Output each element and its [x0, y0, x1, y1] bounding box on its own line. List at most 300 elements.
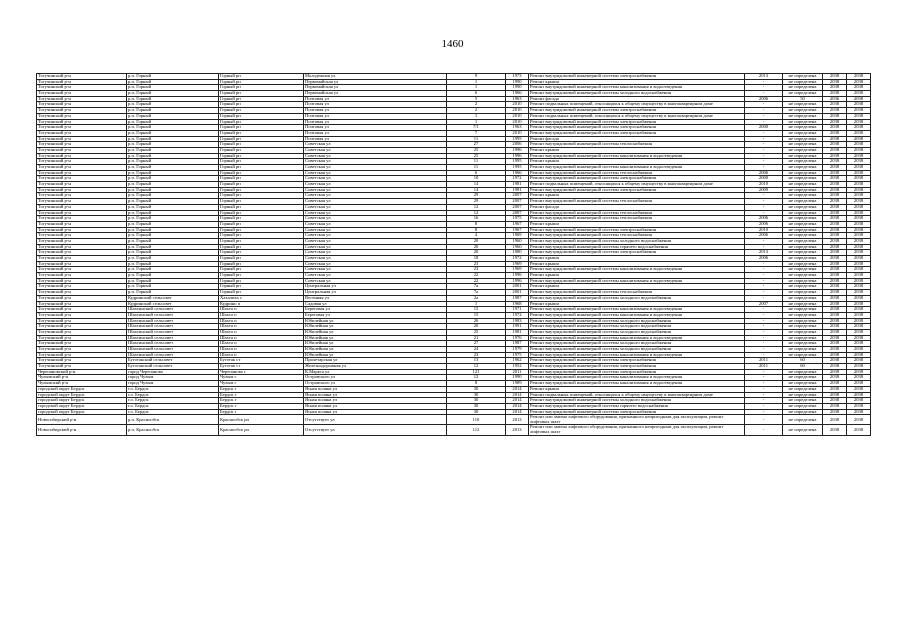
- cell-start-year: 2038: [823, 159, 847, 165]
- cell-start-year: 2038: [823, 375, 847, 381]
- cell-plan-year: -: [745, 347, 783, 353]
- cell-start-year: 2038: [823, 295, 847, 301]
- cell-year: 2014: [506, 403, 529, 409]
- cell-cost: не определена: [783, 187, 823, 193]
- cell-municipality: Бердск г: [219, 398, 304, 404]
- cell-settlement: р.п. Горный: [127, 136, 219, 142]
- cell-end-year: 2038: [847, 142, 871, 148]
- cell-house: 9: [447, 74, 506, 80]
- cell-year: 1987: [506, 341, 529, 347]
- cell-settlement: р.п. Горный: [127, 227, 219, 233]
- cell-street: Первомайская ул: [304, 91, 447, 97]
- cell-start-year: 2038: [823, 79, 847, 85]
- cell-year: 2014: [506, 386, 529, 392]
- cell-settlement: р.п. Горный: [127, 273, 219, 279]
- cell-settlement: Шахтинский сельсовет: [127, 352, 219, 358]
- cell-settlement: Шахтинский сельсовет: [127, 335, 219, 341]
- cell-settlement: р.п. Краснообск: [127, 425, 219, 435]
- cell-plan-year: -: [745, 159, 783, 165]
- cell-work: Ремонт внутридомовой инженерной системы электроснабжения: [529, 130, 745, 136]
- cell-settlement: р.п. Горный: [127, 216, 219, 222]
- cell-plan-year: 2006: [745, 216, 783, 222]
- cell-street: Первомайская ул: [304, 79, 447, 85]
- cell-year: 1995: [506, 136, 529, 142]
- cell-cost: не определена: [783, 392, 823, 398]
- cell-plan-year: -: [745, 142, 783, 148]
- cell-district: Тогучинский р-н: [37, 147, 127, 153]
- cell-work: Ремонт крыши: [529, 221, 745, 227]
- cell-municipality: Горный рп: [219, 182, 304, 188]
- cell-district: Тогучинский р-н: [37, 159, 127, 165]
- cell-end-year: 2038: [847, 324, 871, 330]
- cell-settlement: р.п. Горный: [127, 256, 219, 262]
- cell-work: Ремонт крыши: [529, 256, 745, 262]
- cell-end-year: 2038: [847, 273, 871, 279]
- cell-end-year: 2038: [847, 216, 871, 222]
- cell-street: Береговая ул: [304, 307, 447, 313]
- cell-year: 2013: [506, 425, 529, 435]
- cell-settlement: Буготакский сельсовет: [127, 358, 219, 364]
- cell-street: Центральная ул: [304, 284, 447, 290]
- cell-cost: не определена: [783, 256, 823, 262]
- cell-street: Советская ул: [304, 273, 447, 279]
- cell-plan-year: -: [745, 165, 783, 171]
- cell-end-year: 2038: [847, 358, 871, 364]
- cell-year: 2007: [506, 199, 529, 205]
- cell-settlement: р.п. Горный: [127, 284, 219, 290]
- cell-plan-year: -: [745, 108, 783, 114]
- cell-end-year: 2038: [847, 233, 871, 239]
- cell-year: 2007: [506, 193, 529, 199]
- cell-year: 1975: [506, 352, 529, 358]
- cell-house: 25: [447, 147, 506, 153]
- repair-schedule-table: [36, 73, 871, 436]
- cell-cost: не определена: [783, 170, 823, 176]
- cell-cost: 50: [783, 96, 823, 102]
- cell-house: 1: [447, 119, 506, 125]
- cell-year: 1967: [506, 227, 529, 233]
- cell-street: Ясная поляна ул: [304, 386, 447, 392]
- cell-end-year: 2038: [847, 295, 871, 301]
- cell-year: 2007: [506, 204, 529, 210]
- cell-work: Ремонт внутридомовой инженерной системы холодного водоснабжения: [529, 329, 745, 335]
- cell-settlement: р.п. Горный: [127, 278, 219, 284]
- cell-year: 1979: [506, 347, 529, 353]
- cell-work: Ремонт внутридомовой инженерной системы холодного водоснабжения: [529, 91, 745, 97]
- cell-settlement: Шахтинский сельсовет: [127, 312, 219, 318]
- cell-municipality: Бердск г: [219, 386, 304, 392]
- cell-start-year: 2038: [823, 369, 847, 375]
- cell-year: 1971: [506, 307, 529, 313]
- cell-work: Ремонт внутридомовой инженерной системы теплоснабжения: [529, 290, 745, 296]
- cell-street: Почтовая ул: [304, 130, 447, 136]
- cell-work: Ремонт фасада: [529, 204, 745, 210]
- cell-cost: не определена: [783, 142, 823, 148]
- cell-start-year: 2038: [823, 403, 847, 409]
- cell-work: Ремонт внутридомовой инженерной системы канализования и водоотведения: [529, 352, 745, 358]
- cell-cost: не определена: [783, 369, 823, 375]
- cell-year: 2010: [506, 108, 529, 114]
- cell-district: Тогучинский р-н: [37, 256, 127, 262]
- cell-street: Советская ул: [304, 193, 447, 199]
- cell-district: Тогучинский р-н: [37, 233, 127, 239]
- cell-cost: не определена: [783, 233, 823, 239]
- cell-work: Ремонт внутридомовой инженерной системы электроснабжения: [529, 369, 745, 375]
- cell-work: Ремонт подвальных помещений, относящихся к общему имуществу в многоквартирном доме: [529, 102, 745, 108]
- cell-street: Ясная поляна ул: [304, 409, 447, 415]
- cell-street: Ясная поляна ул: [304, 392, 447, 398]
- cell-plan-year: -: [745, 415, 783, 425]
- cell-municipality: Горный рп: [219, 176, 304, 182]
- cell-municipality: Горный рп: [219, 170, 304, 176]
- cell-end-year: 2038: [847, 85, 871, 91]
- cell-work: Ремонт крыши: [529, 386, 745, 392]
- cell-house: 21: [447, 335, 506, 341]
- cell-settlement: р.п. Горный: [127, 250, 219, 256]
- cell-end-year: 2038: [847, 74, 871, 80]
- cell-plan-year: 2006: [745, 221, 783, 227]
- cell-end-year: 2038: [847, 250, 871, 256]
- cell-settlement: р.п. Горный: [127, 142, 219, 148]
- cell-start-year: 2038: [823, 307, 847, 313]
- cell-year: 1983: [506, 318, 529, 324]
- cell-end-year: 2038: [847, 278, 871, 284]
- cell-cost: 60: [783, 358, 823, 364]
- cell-start-year: 2038: [823, 204, 847, 210]
- cell-work: Ремонт крыши: [529, 261, 745, 267]
- cell-house: 27: [447, 341, 506, 347]
- cell-district: Тогучинский р-н: [37, 153, 127, 159]
- cell-street: Советская ул: [304, 238, 447, 244]
- cell-district: городской округ Бердск: [37, 398, 127, 404]
- cell-end-year: 2038: [847, 392, 871, 398]
- cell-house: 4: [447, 233, 506, 239]
- cell-municipality: Горный рп: [219, 147, 304, 153]
- cell-start-year: 2038: [823, 74, 847, 80]
- cell-start-year: 2038: [823, 153, 847, 159]
- cell-settlement: р.п. Горный: [127, 204, 219, 210]
- cell-district: Тогучинский р-н: [37, 119, 127, 125]
- cell-district: Тогучинский р-н: [37, 102, 127, 108]
- cell-settlement: р.п. Горный: [127, 102, 219, 108]
- cell-start-year: 2038: [823, 102, 847, 108]
- cell-district: Тогучинский р-н: [37, 364, 127, 370]
- table-row: [37, 415, 871, 425]
- cell-work: Ремонт внутридомовой инженерной системы холодного водоснабжения: [529, 238, 745, 244]
- cell-start-year: 2038: [823, 261, 847, 267]
- cell-cost: не определена: [783, 261, 823, 267]
- cell-house: 12: [447, 375, 506, 381]
- cell-district: Тогучинский р-н: [37, 352, 127, 358]
- cell-start-year: 2038: [823, 409, 847, 415]
- cell-plan-year: 2010: [745, 182, 783, 188]
- cell-house: 29: [447, 199, 506, 205]
- cell-start-year: 2038: [823, 284, 847, 290]
- cell-municipality: Чулым г: [219, 375, 304, 381]
- cell-settlement: р.п. Горный: [127, 85, 219, 91]
- cell-district: Черепановский р-н: [37, 369, 127, 375]
- cell-work: Ремонт внутридомовой инженерной системы канализования и водоотведения: [529, 312, 745, 318]
- cell-cost: не определена: [783, 267, 823, 273]
- cell-municipality: Шахта п: [219, 312, 304, 318]
- cell-municipality: Краснообск рп: [219, 415, 304, 425]
- cell-municipality: Чулым г: [219, 381, 304, 387]
- cell-settlement: Кудринский сельсовет: [127, 295, 219, 301]
- cell-year: 2011: [506, 369, 529, 375]
- cell-municipality: Шахта п: [219, 329, 304, 335]
- cell-cost: не определена: [783, 182, 823, 188]
- cell-end-year: 2038: [847, 398, 871, 404]
- cell-district: Тогучинский р-н: [37, 136, 127, 142]
- cell-work: Ремонт внутридомовой инженерной системы электроснабжения: [529, 187, 745, 193]
- cell-plan-year: -: [745, 113, 783, 119]
- cell-house: 20: [447, 324, 506, 330]
- cell-end-year: 2038: [847, 182, 871, 188]
- cell-work: Ремонт внутридомовой инженерной системы теплоснабжения: [529, 216, 745, 222]
- cell-work: Ремонт внутридомовой инженерной системы электроснабжения: [529, 74, 745, 80]
- cell-cost: не определена: [783, 108, 823, 114]
- cell-settlement: Шахтинский сельсовет: [127, 341, 219, 347]
- cell-settlement: г.о. Бердск: [127, 386, 219, 392]
- cell-year: 1966: [506, 170, 529, 176]
- cell-year: 2014: [506, 392, 529, 398]
- cell-year: 1976: [506, 335, 529, 341]
- cell-settlement: р.п. Горный: [127, 210, 219, 216]
- cell-plan-year: -: [745, 119, 783, 125]
- cell-house: 23: [447, 267, 506, 273]
- cell-municipality: Горный рп: [219, 284, 304, 290]
- cell-district: Тогучинский р-н: [37, 193, 127, 199]
- cell-house: 23: [447, 352, 506, 358]
- cell-settlement: р.п. Горный: [127, 147, 219, 153]
- cell-start-year: 2038: [823, 381, 847, 387]
- cell-street: К.Маркса ул: [304, 369, 447, 375]
- cell-year: 2014: [506, 409, 529, 415]
- cell-start-year: 2038: [823, 267, 847, 273]
- cell-start-year: 2038: [823, 221, 847, 227]
- cell-year: 1990: [506, 85, 529, 91]
- cell-settlement: р.п. Горный: [127, 261, 219, 267]
- cell-settlement: г.о. Бердск: [127, 409, 219, 415]
- cell-year: 1962: [506, 358, 529, 364]
- cell-end-year: 2038: [847, 176, 871, 182]
- cell-cost: не определена: [783, 79, 823, 85]
- cell-year: 1975: [506, 216, 529, 222]
- cell-end-year: 2038: [847, 352, 871, 358]
- cell-plan-year: -: [745, 369, 783, 375]
- cell-district: Тогучинский р-н: [37, 273, 127, 279]
- cell-house: 1: [447, 301, 506, 307]
- cell-work: Ремонт внутридомовой инженерной системы теплоснабжения: [529, 199, 745, 205]
- cell-work: Ремонт или замена лифтового оборудования, признанного непригодным для эксплуатации, ремонт лифтовых шахт: [529, 425, 745, 435]
- cell-municipality: Горный рп: [219, 233, 304, 239]
- cell-end-year: 2038: [847, 153, 871, 159]
- cell-plan-year: 2006: [745, 96, 783, 102]
- cell-start-year: 2038: [823, 301, 847, 307]
- cell-district: Тогучинский р-н: [37, 108, 127, 114]
- cell-work: Ремонт внутридомовой инженерной системы теплоснабжения: [529, 142, 745, 148]
- cell-municipality: Горный рп: [219, 273, 304, 279]
- cell-district: Тогучинский р-н: [37, 324, 127, 330]
- cell-year: 1990: [506, 79, 529, 85]
- cell-plan-year: -: [745, 403, 783, 409]
- cell-year: 1972: [506, 256, 529, 262]
- cell-start-year: 2038: [823, 113, 847, 119]
- cell-start-year: 2038: [823, 352, 847, 358]
- cell-cost: не определена: [783, 250, 823, 256]
- cell-start-year: 2038: [823, 125, 847, 131]
- cell-district: Тогучинский р-н: [37, 358, 127, 364]
- cell-year: 1995: [506, 165, 529, 171]
- cell-year: 2013: [506, 415, 529, 425]
- cell-plan-year: -: [745, 147, 783, 153]
- page-number: 1460: [441, 38, 464, 50]
- cell-work: Ремонт крыши: [529, 273, 745, 279]
- cell-end-year: 2038: [847, 375, 871, 381]
- cell-municipality: Шахта п: [219, 352, 304, 358]
- cell-start-year: 2038: [823, 398, 847, 404]
- cell-house: 112: [447, 425, 506, 435]
- cell-street: Железнодорожная ул: [304, 364, 447, 370]
- cell-district: Тогучинский р-н: [37, 91, 127, 97]
- cell-plan-year: -: [745, 409, 783, 415]
- cell-work: Ремонт внутридомовой инженерной системы канализования и водоотведения: [529, 307, 745, 313]
- cell-settlement: город Чулым: [127, 381, 219, 387]
- cell-cost: не определена: [783, 147, 823, 153]
- cell-cost: не определена: [783, 273, 823, 279]
- cell-house: 6: [447, 170, 506, 176]
- cell-house: 30: [447, 386, 506, 392]
- cell-plan-year: -: [745, 324, 783, 330]
- cell-end-year: 2038: [847, 301, 871, 307]
- cell-street: Советская ул: [304, 187, 447, 193]
- cell-district: Тогучинский р-н: [37, 244, 127, 250]
- cell-year: 1963: [506, 125, 529, 131]
- cell-municipality: Шахта п: [219, 335, 304, 341]
- cell-settlement: г.о. Бердск: [127, 392, 219, 398]
- cell-start-year: 2038: [823, 290, 847, 296]
- cell-start-year: 2038: [823, 278, 847, 284]
- cell-start-year: 2038: [823, 165, 847, 171]
- cell-plan-year: -: [745, 199, 783, 205]
- cell-cost: не определена: [783, 398, 823, 404]
- cell-cost: не определена: [783, 216, 823, 222]
- cell-start-year: 2038: [823, 392, 847, 398]
- cell-district: Тогучинский р-н: [37, 165, 127, 171]
- cell-district: Тогучинский р-н: [37, 170, 127, 176]
- cell-house: 23: [447, 261, 506, 267]
- cell-district: Тогучинский р-н: [37, 318, 127, 324]
- cell-plan-year: 2006: [745, 170, 783, 176]
- cell-work: Ремонт внутридомовой инженерной системы электроснабжения: [529, 176, 745, 182]
- cell-house: 15: [447, 307, 506, 313]
- cell-house: 12: [447, 210, 506, 216]
- cell-settlement: Шахтинский сельсовет: [127, 307, 219, 313]
- cell-plan-year: -: [745, 381, 783, 387]
- cell-year: 2007: [506, 210, 529, 216]
- cell-cost: не определена: [783, 159, 823, 165]
- cell-plan-year: -: [745, 312, 783, 318]
- cell-cost: не определена: [783, 210, 823, 216]
- cell-end-year: 2038: [847, 284, 871, 290]
- cell-house: 20: [447, 238, 506, 244]
- table-body: [37, 74, 871, 436]
- cell-plan-year: -: [745, 79, 783, 85]
- cell-year: 1967: [506, 221, 529, 227]
- cell-plan-year: -: [745, 329, 783, 335]
- cell-end-year: 2038: [847, 125, 871, 131]
- cell-start-year: 2038: [823, 136, 847, 142]
- cell-settlement: р.п. Горный: [127, 159, 219, 165]
- cell-street: Почтовая ул: [304, 108, 447, 114]
- cell-municipality: Горный рп: [219, 142, 304, 148]
- cell-cost: не определена: [783, 375, 823, 381]
- cell-street: Юбилейная ул: [304, 335, 447, 341]
- cell-end-year: 2038: [847, 381, 871, 387]
- cell-district: Тогучинский р-н: [37, 227, 127, 233]
- cell-settlement: р.п. Горный: [127, 233, 219, 239]
- cell-district: городской округ Бердск: [37, 403, 127, 409]
- table-row: [37, 425, 871, 435]
- cell-cost: не определена: [783, 329, 823, 335]
- cell-end-year: 2038: [847, 79, 871, 85]
- cell-house: 12: [447, 204, 506, 210]
- cell-end-year: 2038: [847, 347, 871, 353]
- cell-house: 8: [447, 221, 506, 227]
- cell-house: 11: [447, 165, 506, 171]
- cell-work: Ремонт внутридомовой инженерной системы канализования и водоотведения: [529, 381, 745, 387]
- cell-settlement: р.п. Горный: [127, 74, 219, 80]
- cell-district: Тогучинский р-н: [37, 278, 127, 284]
- cell-work: Ремонт внутридомовой инженерной системы электроснабжения: [529, 108, 745, 114]
- cell-year: 1972: [506, 176, 529, 182]
- cell-settlement: р.п. Горный: [127, 79, 219, 85]
- cell-house: 5: [447, 96, 506, 102]
- cell-plan-year: -: [745, 290, 783, 296]
- cell-district: Тогучинский р-н: [37, 295, 127, 301]
- cell-house: 14: [447, 182, 506, 188]
- cell-plan-year: 2011: [745, 364, 783, 370]
- cell-cost: не определена: [783, 130, 823, 136]
- cell-start-year: 2038: [823, 130, 847, 136]
- cell-house: 25: [447, 329, 506, 335]
- cell-municipality: Горный рп: [219, 204, 304, 210]
- cell-cost: не определена: [783, 312, 823, 318]
- cell-municipality: Буготак ст: [219, 364, 304, 370]
- cell-municipality: Кудрино п: [219, 301, 304, 307]
- cell-start-year: 2038: [823, 182, 847, 188]
- cell-end-year: 2038: [847, 221, 871, 227]
- cell-plan-year: -: [745, 425, 783, 435]
- cell-cost: 60: [783, 364, 823, 370]
- cell-district: Тогучинский р-н: [37, 221, 127, 227]
- cell-start-year: 2038: [823, 324, 847, 330]
- cell-work: Ремонт крыши: [529, 284, 745, 290]
- cell-street: Почтовая ул: [304, 119, 447, 125]
- cell-work: Ремонт подвальных помещений, относящихся к общему имуществу в многоквартирном доме: [529, 113, 745, 119]
- cell-start-year: 2038: [823, 256, 847, 262]
- cell-year: 2010: [506, 102, 529, 108]
- cell-start-year: 2038: [823, 318, 847, 324]
- cell-plan-year: -: [745, 136, 783, 142]
- cell-street: Юбилейная ул: [304, 324, 447, 330]
- cell-street: Юбилейная ул: [304, 329, 447, 335]
- cell-cost: не определена: [783, 324, 823, 330]
- cell-year: 1996: [506, 153, 529, 159]
- cell-district: Тогучинский р-н: [37, 290, 127, 296]
- cell-year: 1996: [506, 147, 529, 153]
- cell-year: 1968: [506, 301, 529, 307]
